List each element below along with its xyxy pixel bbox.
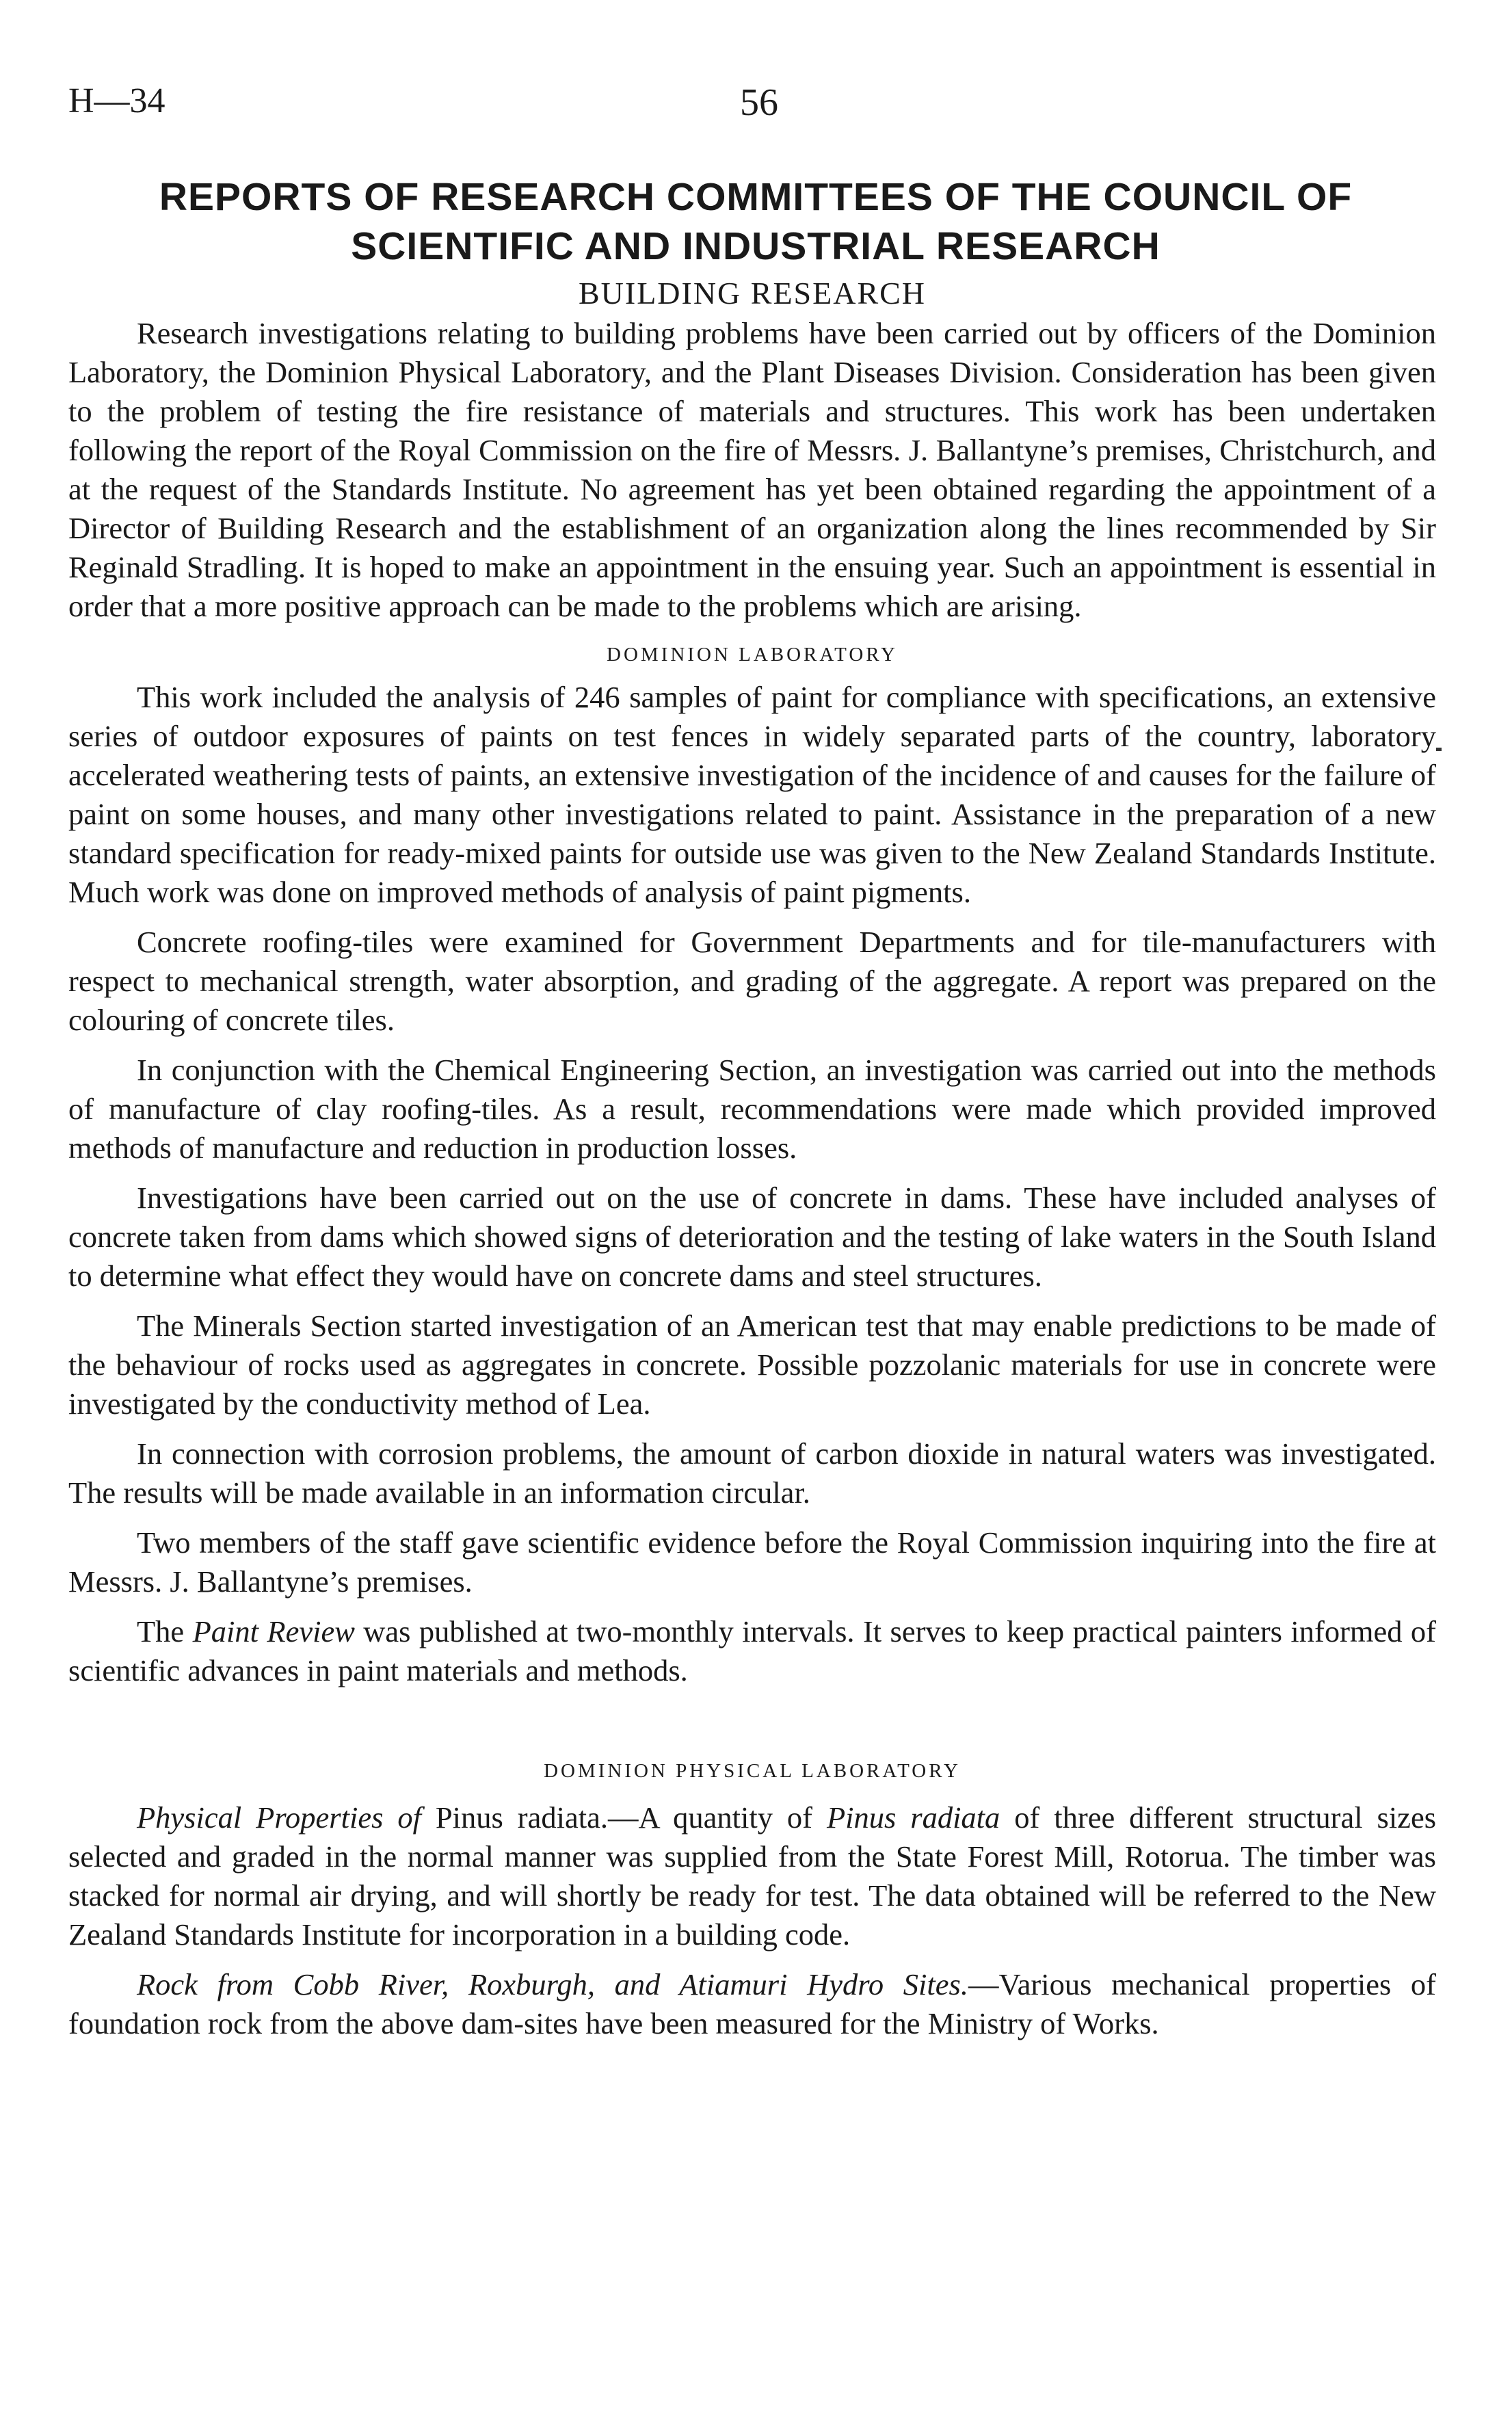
page-number: 56: [740, 81, 778, 124]
paragraph-corrosion: In connection with corrosion problems, the amount of carbon dioxide in natural waters was investigated. The results will be made available in an information circular.: [68, 1436, 1436, 1510]
paragraph-paint-review: [68, 1612, 1436, 1690]
paragraph-paint-analysis: This work included the analysis of 246 samples of paint for compliance with specifications, an extensive series of outdoor exposures of paints on test fences in widely separated parts of the country, laboratory accelerated weathering tests of paints, an extensive investigation of the incidence of and causes for the failure of paint on some houses, and many other investigations related to paint. Assistance in the preparation of a new standard specification for ready-mixed paints for outside use was given to the New Zealand Standards Institute. Much work was done on improved methods of analysis of paint pigments.: [68, 680, 1436, 909]
building-research-paragraph: Research investigations relating to building problems have been carried out by officers of the Dominion Laboratory, the Dominion Physical Laboratory, and the Plant Diseases Division. Consideration has been given to the problem of testing the fire resistance of materials and structures. This work has been undertaken following the report of the Royal Commission on the fire of Messrs. J. Ballantyne’s premises, Christchurch, and at the request of the Standards Institute. No agreement has yet been obtained regarding the appointment of a Director of Building Research and the establishment of an organization along the lines recommended by Sir Reginald Stradling. It is hoped to make an appointment in the ensuing year. Such an appointment is essential in order that a more positive approach can be made to the problems which are arising.: [68, 316, 1436, 623]
paragraph-rock-sites: [68, 1965, 1436, 2043]
physical-properties-species-lead: Pinus radiata.: [421, 1800, 608, 1835]
parliamentary-paper-reference: H—34: [68, 81, 165, 120]
dominion-laboratory-heading: DOMINION LABORATORY: [607, 644, 898, 666]
paragraph-royal-commission-evidence: Two members of the staff gave scientific evidence before the Royal Commission inquiring into the fire at Messrs. J. Ballantyne’s premises.: [68, 1525, 1436, 1599]
dominion-physical-laboratory-section: [68, 1750, 1436, 2043]
building-research-section: [68, 274, 1436, 626]
paragraph-minerals-section: The Minerals Section started investigation of an American test that may enable predictions to be made of the behaviour of rocks used as aggregates in concrete. Possible pozzolanic materials for use in concrete were investigated by the conductivity method of Lea.: [68, 1309, 1436, 1421]
building-research-heading: BUILDING RESEARCH: [578, 276, 927, 311]
physical-properties-text-a: A quantity of: [638, 1800, 827, 1835]
em-dash: —: [607, 1800, 639, 1835]
paragraph-clay-tiles: In conjunction with the Chemical Engineering Section, an investigation was carried out into the methods of manufacture of clay roofing-tiles. As a result, recommendations were made which provided improved methods of manufacture and reduction in production losses.: [68, 1053, 1436, 1165]
report-title: [55, 172, 1457, 271]
paragraph-concrete-tiles: Concrete roofing-tiles were examined for Government Departments and for tile-manufacturers with respect to mechanical strength, water absorption, and grading of the aggregate. A report was prepared on the colouring of concrete tiles.: [68, 925, 1436, 1037]
species-name: Pinus radiata: [826, 1800, 1000, 1835]
report-title-line-2: SCIENTIFIC AND INDUSTRIAL RESEARCH: [351, 224, 1160, 268]
print-speck: [1436, 748, 1442, 751]
physical-properties-lead: Physical Properties of: [137, 1800, 421, 1835]
rock-sites-text: —Various mechanical properties of foundation rock from the above dam-sites have been measured for the Ministry of Works.: [68, 1967, 1436, 2040]
dominion-laboratory-section: [68, 634, 1436, 1690]
document-body: [68, 274, 1436, 2043]
report-title-line-1: REPORTS OF RESEARCH COMMITTEES OF THE COUNCIL OF: [159, 175, 1353, 219]
page-header: [68, 81, 1443, 129]
paragraph-physical-properties: [68, 1798, 1436, 1954]
paint-review-text-after: was published at two-monthly intervals. It serves to keep practical painters informed of scientific advances in paint materials and methods.: [68, 1614, 1436, 1687]
paint-review-text-before: The: [137, 1614, 193, 1648]
dominion-physical-laboratory-heading: DOMINION PHYSICAL LABORATORY: [544, 1760, 961, 1782]
physical-properties-text-b: of three different structural sizes selected and graded in the normal manner was supplied from the State Forest Mill, Rotorua. The timber was stacked for normal air drying, and will shortly be ready for test. The data obtained will be referred to the New Zealand Standards Institute for incorporation in a building code.: [68, 1800, 1437, 1952]
rock-sites-lead: Rock from Cobb River, Roxburgh, and Atiamuri Hydro Sites.: [137, 1967, 968, 2001]
paragraph-concrete-dams: Investigations have been carried out on the use of concrete in dams. These have included analyses of concrete taken from dams which showed signs of deterioration and the testing of lake waters in the South Island to determine what effect they would have on concrete dams and steel structures.: [68, 1181, 1436, 1293]
paint-review-title: Paint Review: [192, 1614, 355, 1648]
